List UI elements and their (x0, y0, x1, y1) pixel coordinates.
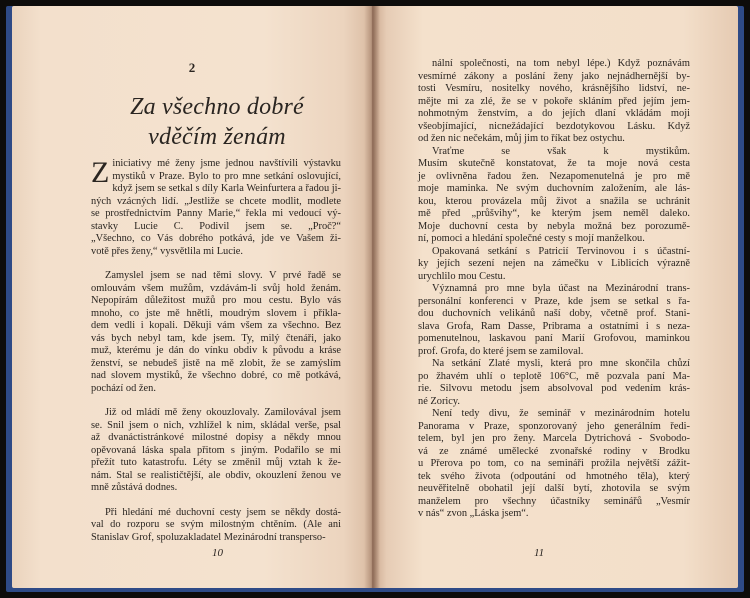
text-line: vás bych nebyl tam, kde jsem. Ty, milý čtenáři, jako (91, 332, 341, 344)
left-body-text (91, 158, 341, 544)
text-line: Významná pro mne byla účast na Mezinárodní trans- (432, 283, 690, 294)
text-line: Vraťme se však k mystikům. (432, 145, 690, 157)
text-line: se prostřednictvím Panny Marie,“ řekla mi vedoucí vý- (91, 208, 341, 219)
text-line: Při hledání mé duchovní cesty jsem se někdy dostá- (105, 506, 341, 518)
paragraph (91, 270, 341, 395)
text-line: od žen nic nečekám, můj jim to říkat bez ostychu. (418, 133, 625, 144)
chapter-number: 2 (188, 60, 196, 75)
text-line: nální společnosti, na tom nebyl lépe.) Když poznávám (432, 58, 690, 69)
text-line: opěvovaná láska spala přitom s jiným. Podařilo se mi (91, 444, 341, 456)
text-line: mějte mi za zlé, že se v pokoře skláním před jejím jem- (418, 95, 690, 107)
text-line: u Přerova po tom, co na semináři prožila největší zážit- (418, 458, 690, 469)
text-line: pomenutelnou, laskavou paní Marií Grofovou, maminkou (418, 333, 690, 344)
text-line: muž, kterému je dán do vínku obdiv k původu a kráse (91, 345, 341, 356)
text-line: tosti Vesmíru, nositelky nového, krásnějšího lidství, ne- (418, 83, 690, 94)
text-line: Stanislav Grof, spoluzakladatel Mezinárodní transperso- (91, 531, 326, 543)
text-line: votě přes ženy,“ vysvětlila mi Lucie. (91, 245, 243, 257)
text-line: ženství, se nebudeš jistě na mě zlobit, že se zamýslím (91, 357, 341, 369)
paragraph (91, 507, 341, 545)
paragraph (91, 407, 341, 495)
text-line: Moje duchovní cesta by nebyla možná bez porozumě- (418, 220, 690, 232)
text-line: personální konferenci v Praze, kde jsem se setkal s řa- (418, 295, 690, 307)
text-line: slava Grofa, Ram Dasse, Pribrama a ostatními i s neza- (418, 320, 690, 332)
text-line: Musím skutečně konstatovat, že ta moje nová cesta (418, 158, 690, 169)
chapter-title (72, 92, 362, 152)
text-line: Na setkání Zlaté mysli, která pro mne skončila chůzí (432, 358, 690, 369)
text-line: nám. Stal se realističtější, ale obdiv, okouzlení ženou ve (91, 469, 341, 481)
right-page (372, 6, 738, 588)
text-line: po žhavém uhlí o teplotě 106°C, mě pozvala paní Ma- (418, 370, 690, 382)
text-line: přežít tuto katastrofu. Léty se změnil můj vztah k že- (91, 457, 341, 468)
text-line: mystiků v Praze. Bylo to pro mne setkání oslovující, (112, 170, 341, 182)
page-number-left: 10 (212, 547, 223, 559)
text-line: dou duchovních velikánů naší doby, včetně prof. Stani- (418, 308, 690, 319)
chapter-title-line: vděčím ženám (148, 124, 286, 150)
paragraph (418, 358, 690, 408)
text-line: urychlilo mou Cestu. (418, 270, 506, 282)
text-line: moje maminka. Ne svým duchovním založením, ale lás- (418, 183, 690, 194)
text-line: ní, pomoci a hledání společné cesty s mojí manželkou. (418, 233, 645, 244)
paragraph (418, 283, 690, 358)
left-page (12, 6, 372, 588)
text-line: když jsem se setkal s díly Karla Weinfurtera a řadou ji- (112, 183, 341, 194)
open-book (6, 6, 744, 592)
paragraph (418, 408, 690, 521)
text-line: mně zůstává dodnes. (91, 482, 178, 493)
text-line: Opakovaná setkání s Patricií Tervinovou i s účastní- (432, 245, 690, 257)
text-line: je ovlivněna řadou žen. Nezapomenutelná je pro mě (418, 170, 690, 182)
text-line: v nás“ zvon „Láska jsem“. (418, 508, 529, 519)
text-line: prof. Grofa, do které jsem se zamiloval. (418, 345, 584, 357)
text-line: stavky Lucie C. Podivil jsem se. „Proč?“ (91, 220, 341, 232)
text-line: všeobjímající, nicnežádající bezdotykovou Lásku. Když (418, 120, 690, 132)
text-line: manželem pro všechny účastníky seminářů „Vesmír (418, 495, 690, 507)
text-line: né Zoricy. (418, 395, 461, 407)
paragraph-gap (91, 395, 341, 407)
text-line: nohmotným ženstvím, a do jejích dlaní vkládám moji (418, 108, 690, 119)
page-number-right: 11 (534, 547, 545, 559)
text-line: telem, byl jen pro ženy. Marcela Dytrichová - Svobodo- (418, 433, 690, 444)
drop-cap: Z (91, 156, 110, 189)
chapter-title-line: Za všechno dobré (130, 94, 304, 120)
text-line: val do rozporu se svým milostným chtěním. (Ale ani (91, 519, 341, 530)
text-line: omlouvám všem mužům, vzdávám-li svůj hold ženám. (91, 282, 341, 294)
text-line: rie. Silvovu metodu jsem absolvoval pod vedením krás- (418, 383, 690, 394)
text-line: ných vzácných lidí. „Jestliže se chcete modlit, modlete (91, 195, 341, 207)
text-line: vá ze známé umělecké zvonařské rodiny v Brodku (418, 445, 690, 457)
text-line: kou, kterou provázela můj život a snažila se uchránit (418, 195, 690, 207)
text-line: mě před „průšvihy“, ke kterým jsem neměl daleko. (418, 208, 690, 219)
paragraph (418, 58, 690, 146)
text-line: neuvěřitelně obohatil její další bytí, zhotovila se svým (418, 483, 690, 494)
text-line: ky jejích sezení nejen na zámečku v Liblicích výrazně (418, 258, 690, 269)
right-body-text (418, 58, 690, 521)
text-line: Zamyslel jsem se nad těmi slovy. V prvé řadě se (105, 270, 341, 281)
text-line: pochází od žen. (91, 382, 156, 394)
text-line: vesmírné zákony a poslání ženy jako nejnádhernější by- (418, 70, 690, 82)
text-line: nad slovem mystiků, že všechno dobré, co mě potkává, (91, 370, 341, 381)
paragraph (418, 246, 690, 284)
text-line: dem vedli i kopali. Děkuji vám všem za všechno. Bez (91, 320, 341, 331)
paragraph-gap (91, 495, 341, 507)
text-line: iniciativy mé ženy jsme jednou navštívili výstavku (112, 158, 341, 169)
text-line: se. Snil jsem o nich, vzhlížel k nim, skládal verše, psal (91, 419, 341, 431)
text-line: tek svého života (odpoutání od hmotného těla), který (418, 470, 690, 482)
paragraph (91, 158, 341, 258)
text-line: „Všechno, co Vás dobrého potkává, jde ve Vašem ži- (91, 233, 341, 244)
paragraph-gap (91, 258, 341, 270)
book-gutter (364, 6, 380, 588)
text-line: Není tedy divu, že seminář v mezinárodním hotelu (432, 408, 690, 419)
text-line: Panorama v Praze, sponzorovaný jeho generálním ředi- (418, 420, 690, 432)
paragraph (418, 146, 690, 246)
text-line: mnoho, co jste mě hnětli, moudrým slovem i příkla- (91, 307, 341, 319)
text-line: Nepopírám důležitost mužů pro mou cestu. Bylo vás (91, 295, 341, 306)
text-line: až dvanáctistránkové milostné dopisy a někdy mnou (91, 432, 341, 443)
text-line: Již od mládí mě ženy okouzlovaly. Zamilovával jsem (105, 407, 341, 418)
